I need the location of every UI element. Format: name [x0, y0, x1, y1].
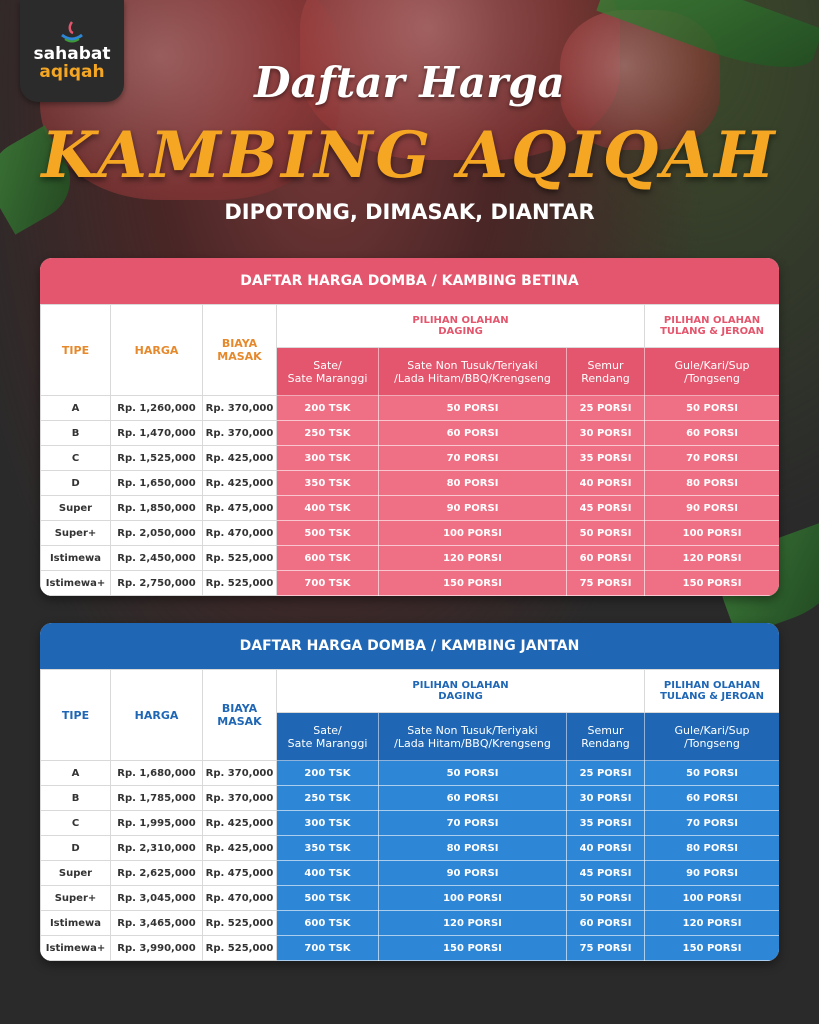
cell-gule: 150 PORSI [645, 571, 779, 596]
col-biaya-masak [203, 670, 277, 761]
table-row [41, 811, 780, 836]
cell-harga: Rp. 3,465,000 [111, 911, 203, 936]
table-row [41, 861, 780, 886]
col-olahan-tulang-line1: PILIHAN OLAHAN [663, 680, 761, 691]
col-sate-non-tusuk [379, 348, 567, 396]
cell-tipe: D [41, 471, 111, 496]
cell-sate: 600 TSK [277, 546, 379, 571]
col-semur-line2: Rendang [581, 371, 630, 385]
cell-biaya-masak: Rp. 370,000 [203, 786, 277, 811]
col-semur [567, 713, 645, 761]
cell-gule: 90 PORSI [645, 861, 779, 886]
cell-sate-non-tusuk: 100 PORSI [379, 521, 567, 546]
cell-gule: 80 PORSI [645, 836, 779, 861]
cell-gule: 120 PORSI [645, 546, 779, 571]
cell-sate-non-tusuk: 150 PORSI [379, 936, 567, 961]
cell-semur: 60 PORSI [567, 546, 645, 571]
col-semur [567, 348, 645, 396]
col-biaya-masak [203, 305, 277, 396]
cell-sate-non-tusuk: 90 PORSI [379, 496, 567, 521]
table-row [41, 421, 780, 446]
cell-biaya-masak: Rp. 425,000 [203, 471, 277, 496]
table-row [41, 471, 780, 496]
table-row [41, 571, 780, 596]
cell-sate: 500 TSK [277, 886, 379, 911]
cell-biaya-masak: Rp. 475,000 [203, 496, 277, 521]
cell-harga: Rp. 1,850,000 [111, 496, 203, 521]
col-sate-line2: Sate Maranggi [287, 736, 368, 750]
cell-harga: Rp. 2,310,000 [111, 836, 203, 861]
cell-harga: Rp. 2,450,000 [111, 546, 203, 571]
cell-harga: Rp. 1,650,000 [111, 471, 203, 496]
cell-semur: 40 PORSI [567, 836, 645, 861]
cell-biaya-masak: Rp. 370,000 [203, 761, 277, 786]
col-biaya-line2: MASAK [217, 715, 262, 728]
page-headline: KAMBING AQIQAH [41, 118, 778, 193]
price-table-jantan [40, 623, 779, 961]
col-olahan-tulang [645, 305, 779, 348]
cell-sate-non-tusuk: 60 PORSI [379, 786, 567, 811]
cell-harga: Rp. 1,680,000 [111, 761, 203, 786]
cell-gule: 50 PORSI [645, 761, 779, 786]
cell-biaya-masak: Rp. 525,000 [203, 571, 277, 596]
col-olahan-daging-line2: DAGING [438, 326, 483, 337]
col-harga: HARGA [111, 305, 203, 396]
cell-harga: Rp. 1,995,000 [111, 811, 203, 836]
cell-harga: Rp. 2,050,000 [111, 521, 203, 546]
cell-semur: 75 PORSI [567, 571, 645, 596]
logo-icon [59, 21, 85, 43]
col-sate-line1: Sate/ [313, 358, 342, 372]
cell-semur: 60 PORSI [567, 911, 645, 936]
cell-sate-non-tusuk: 70 PORSI [379, 446, 567, 471]
cell-sate: 600 TSK [277, 911, 379, 936]
cell-gule: 150 PORSI [645, 936, 779, 961]
cell-harga: Rp. 1,470,000 [111, 421, 203, 446]
col-semur-line1: Semur [587, 723, 624, 737]
cell-tipe: A [41, 761, 111, 786]
table-row [41, 521, 780, 546]
cell-gule: 120 PORSI [645, 911, 779, 936]
cell-biaya-masak: Rp. 370,000 [203, 396, 277, 421]
cell-tipe: B [41, 421, 111, 446]
cell-biaya-masak: Rp. 525,000 [203, 546, 277, 571]
col-tipe: TIPE [41, 670, 111, 761]
col-gule [645, 713, 779, 761]
page-subtitle: DIPOTONG, DIMASAK, DIANTAR [224, 200, 595, 224]
table-row [41, 786, 780, 811]
col-gule-line2: /Tongseng [684, 371, 740, 385]
cell-semur: 30 PORSI [567, 786, 645, 811]
cell-sate: 300 TSK [277, 446, 379, 471]
cell-harga: Rp. 1,260,000 [111, 396, 203, 421]
cell-biaya-masak: Rp. 525,000 [203, 936, 277, 961]
cell-tipe: A [41, 396, 111, 421]
table-row [41, 396, 780, 421]
cell-biaya-masak: Rp. 370,000 [203, 421, 277, 446]
col-gule-line2: /Tongseng [684, 736, 740, 750]
cell-sate-non-tusuk: 90 PORSI [379, 861, 567, 886]
cell-semur: 35 PORSI [567, 446, 645, 471]
cell-tipe: D [41, 836, 111, 861]
cell-semur: 25 PORSI [567, 761, 645, 786]
cell-sate: 700 TSK [277, 571, 379, 596]
cell-tipe: Super [41, 496, 111, 521]
cell-tipe: Istimewa+ [41, 571, 111, 596]
cell-harga: Rp. 3,990,000 [111, 936, 203, 961]
col-olahan-daging [277, 670, 645, 713]
price-table-betina [40, 258, 779, 596]
brand-name-line2: aqiqah [39, 62, 105, 82]
cell-gule: 90 PORSI [645, 496, 779, 521]
cell-semur: 45 PORSI [567, 496, 645, 521]
cell-sate: 200 TSK [277, 761, 379, 786]
cell-semur: 45 PORSI [567, 861, 645, 886]
cell-gule: 60 PORSI [645, 421, 779, 446]
col-olahan-daging-line2: DAGING [438, 691, 483, 702]
cell-semur: 50 PORSI [567, 886, 645, 911]
col-gule-line1: Gule/Kari/Sup [674, 723, 750, 737]
col-sate [277, 713, 379, 761]
cell-sate: 350 TSK [277, 836, 379, 861]
cell-tipe: B [41, 786, 111, 811]
cell-tipe: Istimewa+ [41, 936, 111, 961]
cell-harga: Rp. 1,785,000 [111, 786, 203, 811]
col-olahan-tulang [645, 670, 779, 713]
cell-semur: 30 PORSI [567, 421, 645, 446]
table-row [41, 546, 780, 571]
cell-tipe: C [41, 811, 111, 836]
cell-sate-non-tusuk: 80 PORSI [379, 836, 567, 861]
cell-tipe: Super [41, 861, 111, 886]
cell-gule: 50 PORSI [645, 396, 779, 421]
table-title: DAFTAR HARGA DOMBA / KAMBING BETINA [40, 258, 779, 304]
col-olahan-daging [277, 305, 645, 348]
col-olahan-daging-line1: PILIHAN OLAHAN [412, 315, 509, 326]
cell-sate: 400 TSK [277, 496, 379, 521]
col-sate [277, 348, 379, 396]
table-row [41, 911, 780, 936]
cell-semur: 50 PORSI [567, 521, 645, 546]
col-biaya-line1: BIAYA [221, 702, 258, 715]
cell-biaya-masak: Rp. 475,000 [203, 861, 277, 886]
col-sate-line2: Sate Maranggi [287, 371, 368, 385]
col-gule [645, 348, 779, 396]
col-nontusuk-line2: /Lada Hitam/BBQ/Krengseng [394, 736, 551, 750]
cell-sate-non-tusuk: 70 PORSI [379, 811, 567, 836]
cell-gule: 70 PORSI [645, 811, 779, 836]
col-biaya-line2: MASAK [217, 350, 262, 363]
cell-semur: 25 PORSI [567, 396, 645, 421]
col-harga: HARGA [111, 670, 203, 761]
col-tipe: TIPE [41, 305, 111, 396]
cell-biaya-masak: Rp. 525,000 [203, 911, 277, 936]
cell-sate: 400 TSK [277, 861, 379, 886]
col-semur-line1: Semur [587, 358, 624, 372]
col-nontusuk-line1: Sate Non Tusuk/Teriyaki [407, 723, 538, 737]
price-table [40, 669, 779, 961]
page-title: Daftar Harga [254, 58, 565, 107]
cell-sate-non-tusuk: 50 PORSI [379, 396, 567, 421]
col-olahan-daging-line1: PILIHAN OLAHAN [412, 680, 509, 691]
table-row [41, 936, 780, 961]
cell-tipe: Istimewa [41, 546, 111, 571]
brand-name-line1: sahabat [33, 44, 111, 64]
price-table [40, 304, 779, 596]
cell-sate: 200 TSK [277, 396, 379, 421]
cell-biaya-masak: Rp. 425,000 [203, 446, 277, 471]
cell-harga: Rp. 2,750,000 [111, 571, 203, 596]
cell-gule: 100 PORSI [645, 886, 779, 911]
cell-semur: 40 PORSI [567, 471, 645, 496]
col-olahan-tulang-line2: TULANG & JEROAN [660, 691, 764, 702]
cell-tipe: Istimewa [41, 911, 111, 936]
cell-sate-non-tusuk: 120 PORSI [379, 546, 567, 571]
cell-biaya-masak: Rp. 425,000 [203, 836, 277, 861]
cell-sate-non-tusuk: 60 PORSI [379, 421, 567, 446]
cell-sate-non-tusuk: 120 PORSI [379, 911, 567, 936]
table-row [41, 446, 780, 471]
table-title: DAFTAR HARGA DOMBA / KAMBING JANTAN [40, 623, 779, 669]
cell-biaya-masak: Rp. 470,000 [203, 521, 277, 546]
table-row [41, 761, 780, 786]
cell-biaya-masak: Rp. 470,000 [203, 886, 277, 911]
cell-sate-non-tusuk: 100 PORSI [379, 886, 567, 911]
col-sate-non-tusuk [379, 713, 567, 761]
cell-semur: 75 PORSI [567, 936, 645, 961]
cell-harga: Rp. 1,525,000 [111, 446, 203, 471]
cell-gule: 60 PORSI [645, 786, 779, 811]
col-biaya-line1: BIAYA [221, 337, 258, 350]
cell-semur: 35 PORSI [567, 811, 645, 836]
cell-sate: 350 TSK [277, 471, 379, 496]
cell-gule: 70 PORSI [645, 446, 779, 471]
col-nontusuk-line2: /Lada Hitam/BBQ/Krengseng [394, 371, 551, 385]
cell-sate: 250 TSK [277, 786, 379, 811]
cell-tipe: C [41, 446, 111, 471]
cell-sate-non-tusuk: 50 PORSI [379, 761, 567, 786]
col-nontusuk-line1: Sate Non Tusuk/Teriyaki [407, 358, 538, 372]
col-sate-line1: Sate/ [313, 723, 342, 737]
cell-sate: 500 TSK [277, 521, 379, 546]
col-olahan-tulang-line1: PILIHAN OLAHAN [663, 315, 761, 326]
table-row [41, 886, 780, 911]
col-semur-line2: Rendang [581, 736, 630, 750]
cell-sate-non-tusuk: 150 PORSI [379, 571, 567, 596]
cell-sate: 250 TSK [277, 421, 379, 446]
col-olahan-tulang-line2: TULANG & JEROAN [660, 326, 764, 337]
cell-sate-non-tusuk: 80 PORSI [379, 471, 567, 496]
cell-gule: 80 PORSI [645, 471, 779, 496]
cell-tipe: Super+ [41, 521, 111, 546]
cell-harga: Rp. 3,045,000 [111, 886, 203, 911]
cell-gule: 100 PORSI [645, 521, 779, 546]
cell-biaya-masak: Rp. 425,000 [203, 811, 277, 836]
col-gule-line1: Gule/Kari/Sup [674, 358, 750, 372]
cell-harga: Rp. 2,625,000 [111, 861, 203, 886]
table-row [41, 496, 780, 521]
cell-sate: 300 TSK [277, 811, 379, 836]
cell-tipe: Super+ [41, 886, 111, 911]
cell-sate: 700 TSK [277, 936, 379, 961]
table-row [41, 836, 780, 861]
